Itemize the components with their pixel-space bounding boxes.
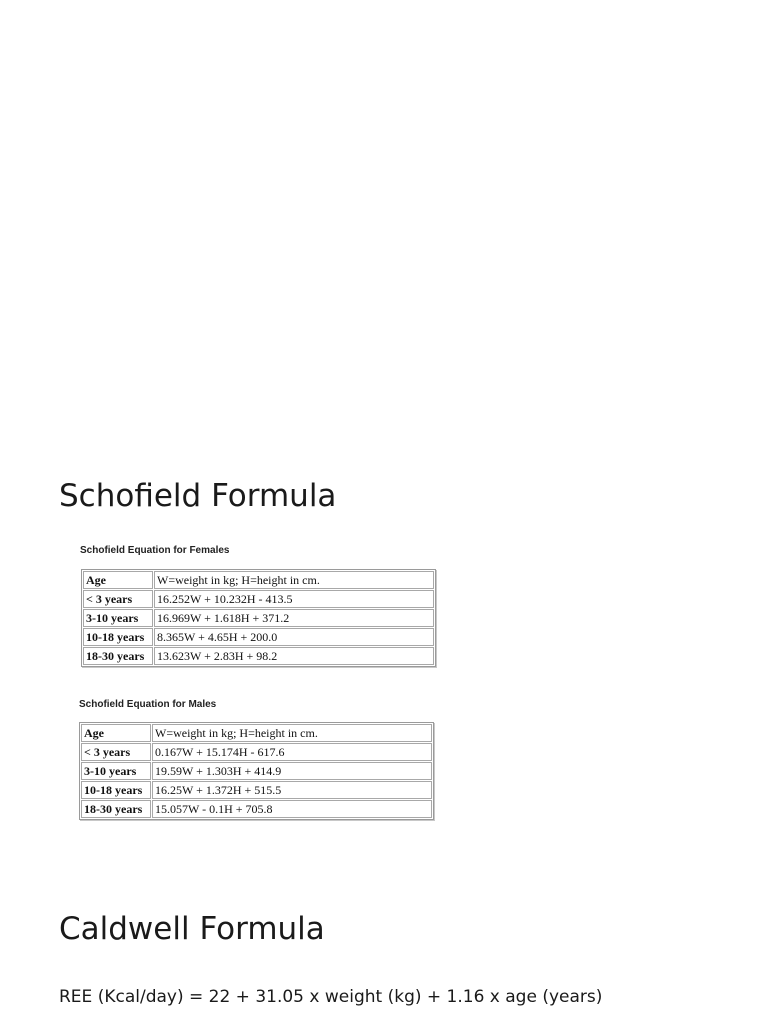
equation-cell: 0.167W + 15.174H - 617.6 — [152, 743, 432, 761]
age-cell: 10-18 years — [83, 628, 153, 646]
table-header-row — [83, 571, 434, 589]
males-table-caption: Schofield Equation for Males — [79, 699, 217, 710]
table-row — [83, 609, 434, 627]
equation-cell: 8.365W + 4.65H + 200.0 — [154, 628, 434, 646]
table-row — [81, 743, 432, 761]
equation-cell: 16.25W + 1.372H + 515.5 — [152, 781, 432, 799]
schofield-heading: Schofield Formula — [59, 478, 337, 514]
table-row — [83, 590, 434, 608]
age-cell: 18-30 years — [81, 800, 151, 818]
equation-cell: 16.252W + 10.232H - 413.5 — [154, 590, 434, 608]
males-equation-table — [79, 722, 434, 820]
table-row — [81, 781, 432, 799]
table-row — [81, 800, 432, 818]
table-row — [81, 762, 432, 780]
age-column-header: Age — [81, 724, 151, 742]
equation-cell: 15.057W - 0.1H + 705.8 — [152, 800, 432, 818]
table-row — [83, 647, 434, 665]
age-cell: < 3 years — [83, 590, 153, 608]
equation-column-header: W=weight in kg; H=height in cm. — [154, 571, 434, 589]
equation-cell: 13.623W + 2.83H + 98.2 — [154, 647, 434, 665]
age-cell: 3-10 years — [83, 609, 153, 627]
age-column-header: Age — [83, 571, 153, 589]
age-cell: < 3 years — [81, 743, 151, 761]
caldwell-formula-text: REE (Kcal/day) = 22 + 31.05 x weight (kg) + 1.16 x age (years) — [59, 987, 603, 1007]
equation-cell: 16.969W + 1.618H + 371.2 — [154, 609, 434, 627]
females-equation-table — [81, 569, 436, 667]
table-row — [83, 628, 434, 646]
females-table-caption: Schofield Equation for Females — [80, 545, 230, 556]
table-header-row — [81, 724, 432, 742]
caldwell-heading: Caldwell Formula — [59, 911, 325, 947]
age-cell: 3-10 years — [81, 762, 151, 780]
equation-cell: 19.59W + 1.303H + 414.9 — [152, 762, 432, 780]
age-cell: 10-18 years — [81, 781, 151, 799]
equation-column-header: W=weight in kg; H=height in cm. — [152, 724, 432, 742]
age-cell: 18-30 years — [83, 647, 153, 665]
